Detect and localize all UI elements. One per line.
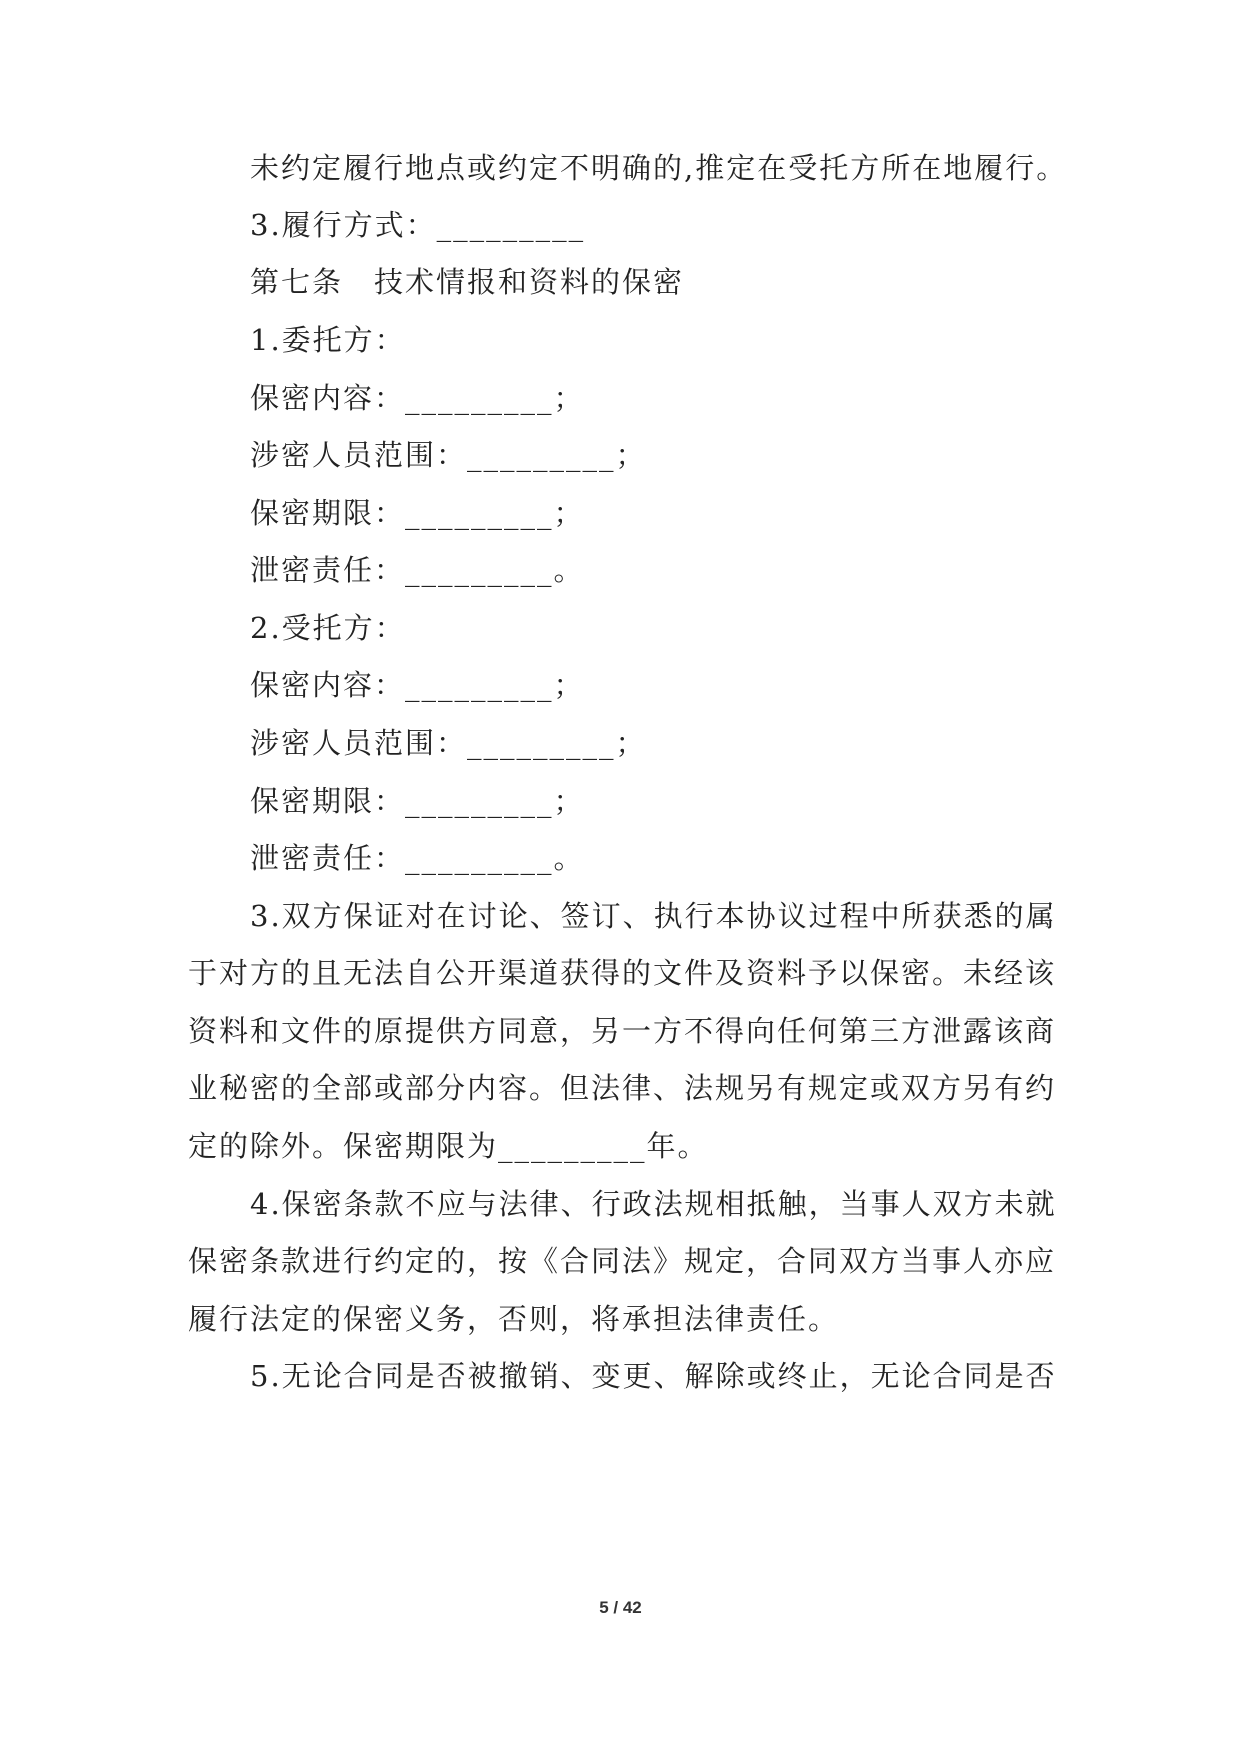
- paragraph-line: 履行法定的保密义务，否则，将承担法律责任。: [188, 1302, 840, 1336]
- paragraph-line: 业秘密的全部或部分内容。但法律、法规另有规定或双方另有约: [188, 1071, 1057, 1105]
- paragraph-line: 3.双方保证对在讨论、签订、执行本协议过程中所获悉的属: [250, 899, 1057, 933]
- paragraph-line: 5.无论合同是否被撤销、变更、解除或终止，无论合同是否: [250, 1359, 1057, 1393]
- text-line: 3.履行方式：_________: [250, 208, 586, 242]
- text-line: 泄密责任：_________。: [250, 553, 585, 587]
- text-line: 保密内容：_________；: [250, 381, 585, 415]
- text-line: 涉密人员范围：_________；: [250, 726, 647, 760]
- paragraph-line: 定的除外。保密期限为_________年。: [188, 1129, 709, 1163]
- page-number: 5 / 42: [599, 1598, 642, 1617]
- text-line: 1.委托方：: [250, 323, 406, 357]
- text-line: 保密期限：_________；: [250, 784, 585, 818]
- text-line: 2.受托方：: [250, 611, 406, 645]
- text-line: 保密期限：_________；: [250, 496, 585, 530]
- text-line: 涉密人员范围：_________；: [250, 438, 647, 472]
- text-line: 泄密责任：_________。: [250, 841, 585, 875]
- section-heading: 第七条 技术情报和资料的保密: [250, 265, 685, 299]
- text-line: 保密内容：_________；: [250, 668, 585, 702]
- paragraph-line: 保密条款进行约定的，按《合同法》规定，合同双方当事人亦应: [188, 1244, 1057, 1278]
- paragraph-line: 4.保密条款不应与法律、行政法规相抵触，当事人双方未就: [250, 1187, 1057, 1221]
- text-line: 未约定履行地点或约定不明确的,推定在受托方所在地履行。: [250, 151, 1068, 185]
- paragraph-line: 资料和文件的原提供方同意，另一方不得向任何第三方泄露该商: [188, 1014, 1057, 1048]
- paragraph-line: 于对方的且无法自公开渠道获得的文件及资料予以保密。未经该: [188, 956, 1057, 990]
